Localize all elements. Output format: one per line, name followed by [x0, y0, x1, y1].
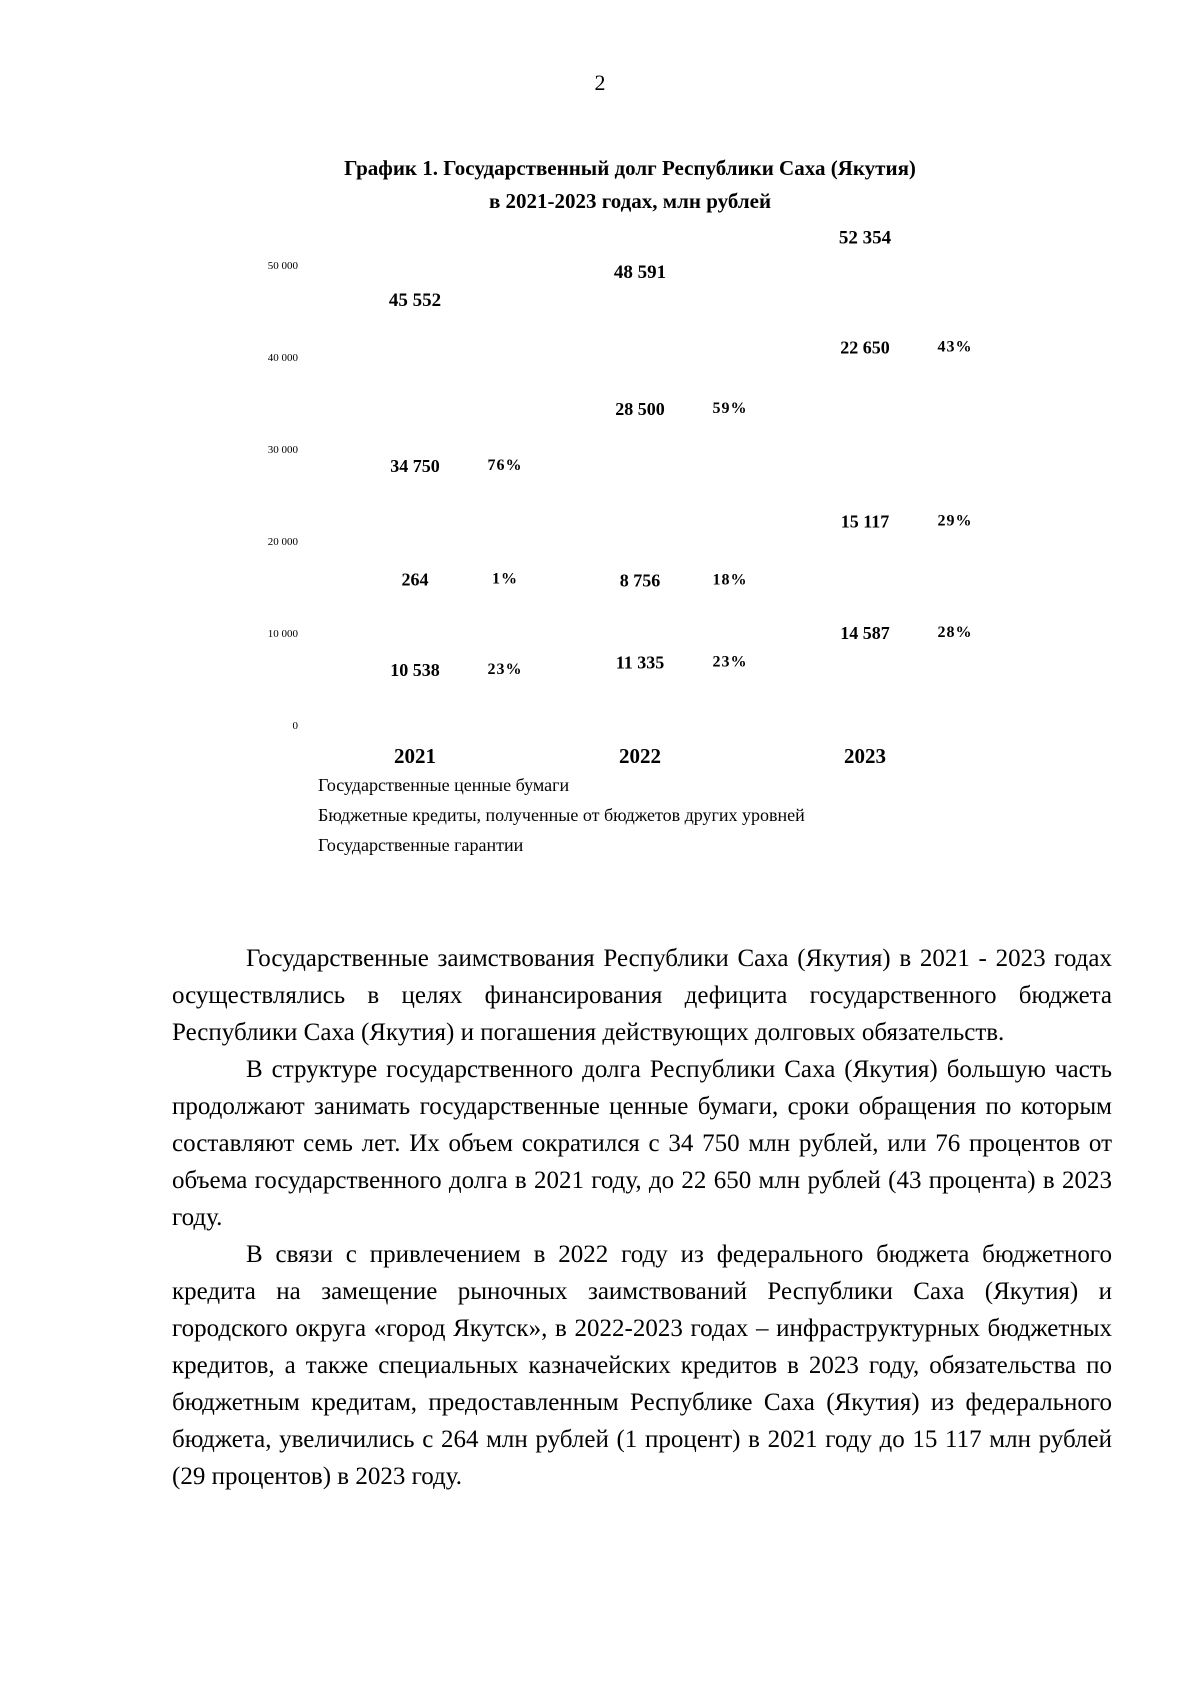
- data-label: 264: [401, 569, 429, 590]
- x-tick-label: 2021: [394, 744, 436, 768]
- legend-item: Государственные ценные бумаги: [318, 775, 570, 795]
- chart-title: [170, 152, 1090, 218]
- paragraph-2: В структуре государственного долга Республики Саха (Якутия) большую часть продолжают занимать государственные ценные бумаги, сроки обращения по которым составляют семь лет. Их объем сократился с 34 750 млн рублей, или 76 процентов от объема государственного долга в 2021 году, до 22 650 млн рублей (43 процента) в 2023 году.: [172, 1056, 1112, 1231]
- data-label: 34 750: [390, 455, 440, 476]
- data-label: 14 587: [840, 622, 890, 643]
- paragraph-3: В связи с привлечением в 2022 году из федерального бюджета бюджетного кредита на замещение рыночных заимствований Республики Саха (Якутия) и городского округа «город Якутск», в 2022-2023 годах – инфраструктурных бюджетных кредитов, а также специальных казначейских кредитов в 2023 году, обязательства по бюджетным кредитам, предоставленным Республике Саха (Якутия) из федерального бюджета, увеличились с 264 млн рублей (1 процент) в 2021 году до 15 117 млн рублей (29 процентов) в 2023 году.: [172, 1241, 1112, 1490]
- percent-label: 29%: [937, 512, 973, 530]
- data-label: 28 500: [615, 399, 665, 420]
- data-label: 10 538: [390, 660, 440, 681]
- percent-label: 23%: [712, 653, 748, 671]
- percent-label: 76%: [487, 456, 523, 474]
- legend-item: Бюджетные кредиты, полученные от бюджетов других уровней: [318, 805, 805, 825]
- percent-label: 1%: [492, 570, 518, 588]
- percent-label: 18%: [712, 571, 748, 589]
- legend: [318, 775, 805, 855]
- y-tick-label: 30 000: [267, 444, 298, 456]
- bar-segment: [360, 626, 500, 628]
- debt-chart: [0, 225, 1200, 855]
- y-tick-label: 40 000: [267, 352, 298, 364]
- percent-label: 28%: [937, 623, 973, 641]
- y-tick-label: 10 000: [267, 628, 298, 640]
- page-number: 2: [594, 70, 606, 95]
- data-label: 11 335: [615, 652, 665, 673]
- total-label: 52 354: [838, 227, 892, 249]
- x-tick-label: 2022: [619, 744, 661, 768]
- data-label: 22 650: [840, 337, 890, 358]
- body-text: [172, 940, 1112, 1495]
- total-label: 45 552: [388, 289, 442, 311]
- percent-label: 59%: [712, 400, 748, 418]
- chart-title-line1: График 1. Государственный долг Республики Саха (Якутия): [344, 156, 916, 180]
- y-axis-ticks: [268, 260, 299, 732]
- x-tick-label: 2023: [844, 744, 886, 768]
- data-label: 8 756: [619, 570, 661, 591]
- bar-segment: [585, 621, 725, 725]
- percent-label: 43%: [937, 338, 973, 356]
- percent-label: 23%: [487, 661, 523, 679]
- y-tick-label: 50 000: [267, 260, 298, 272]
- year-labels: [394, 744, 886, 768]
- chart-title-line2: в 2021-2023 годах, млн рублей: [488, 189, 772, 213]
- data-label: 15 117: [840, 511, 890, 532]
- total-label: 48 591: [613, 261, 667, 283]
- bar-segment: [810, 591, 950, 725]
- legend-item: Государственные гарантии: [318, 835, 524, 855]
- y-tick-label: 20 000: [267, 536, 298, 548]
- paragraph-1: Государственные заимствования Республики Саха (Якутия) в 2021 - 2023 годах осуществлялись в целях финансирования дефицита государственного бюджета Республики Саха (Якутия) и погашения действующих долговых обязательств.: [172, 945, 1112, 1046]
- y-tick-label: 0: [292, 720, 298, 732]
